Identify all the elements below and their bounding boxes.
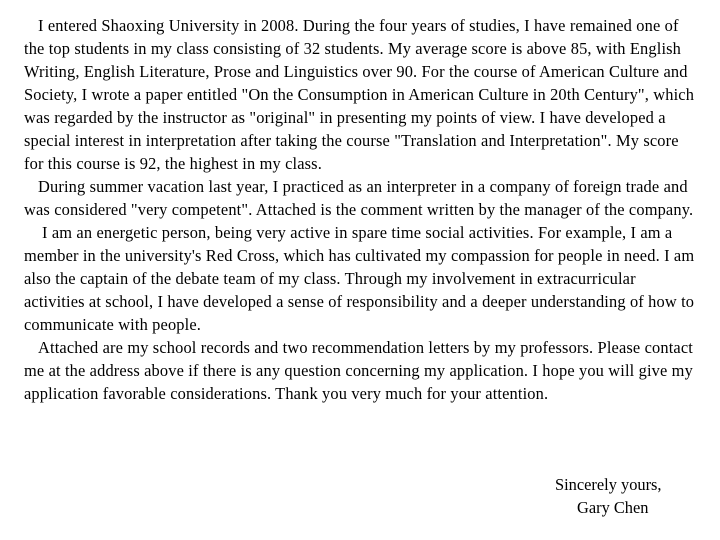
paragraph-education — [24, 14, 700, 175]
letter-body — [24, 14, 700, 405]
paragraph-education-text: I entered Shaoxing University in 2008. During the four years of studies, I have remained one of the top students in my class consisting of 32 students. My average score is above 85, with English Writing, English Literature, Prose and Linguistics over 90. For the course of American Culture and Society, I wrote a paper entitled "On the Consumption in American Culture in 20th Century", which was regarded by the instructor as "original" in presenting my points of view. I have developed a special interest in interpretation after taking the course "Translation and Interpretation". My score for this course is 92, the highest in my class. — [24, 16, 695, 173]
paragraph-attachments-text: Attached are my school records and two recommendation letters by my professors. Please contact me at the address above if there is any question concerning my application. I hope you will give my application favorable considerations. Thank you very much for your attention. — [24, 338, 693, 403]
paragraph-internship — [24, 175, 700, 221]
paragraph-activities — [24, 221, 700, 336]
paragraph-activities-text: I am an energetic person, being very active in spare time social activities. For example, I am a member in the university's Red Cross, which has cultivated my compassion for people in need. I am also the captain of the debate team of my class. Through my involvement in extracurricular activities at school, I have developed a sense of responsibility and a deeper understanding of how to communicate with people. — [24, 223, 695, 334]
paragraph-attachments — [24, 336, 700, 405]
closing-phrase: Sincerely yours, — [555, 475, 662, 494]
letter-closing — [555, 473, 695, 519]
signature-name: Gary Chen — [577, 498, 649, 517]
paragraph-internship-text: During summer vacation last year, I practiced as an interpreter in a company of foreign trade and was considered "very competent". Attached is the comment written by the manager of the company. — [24, 177, 694, 219]
